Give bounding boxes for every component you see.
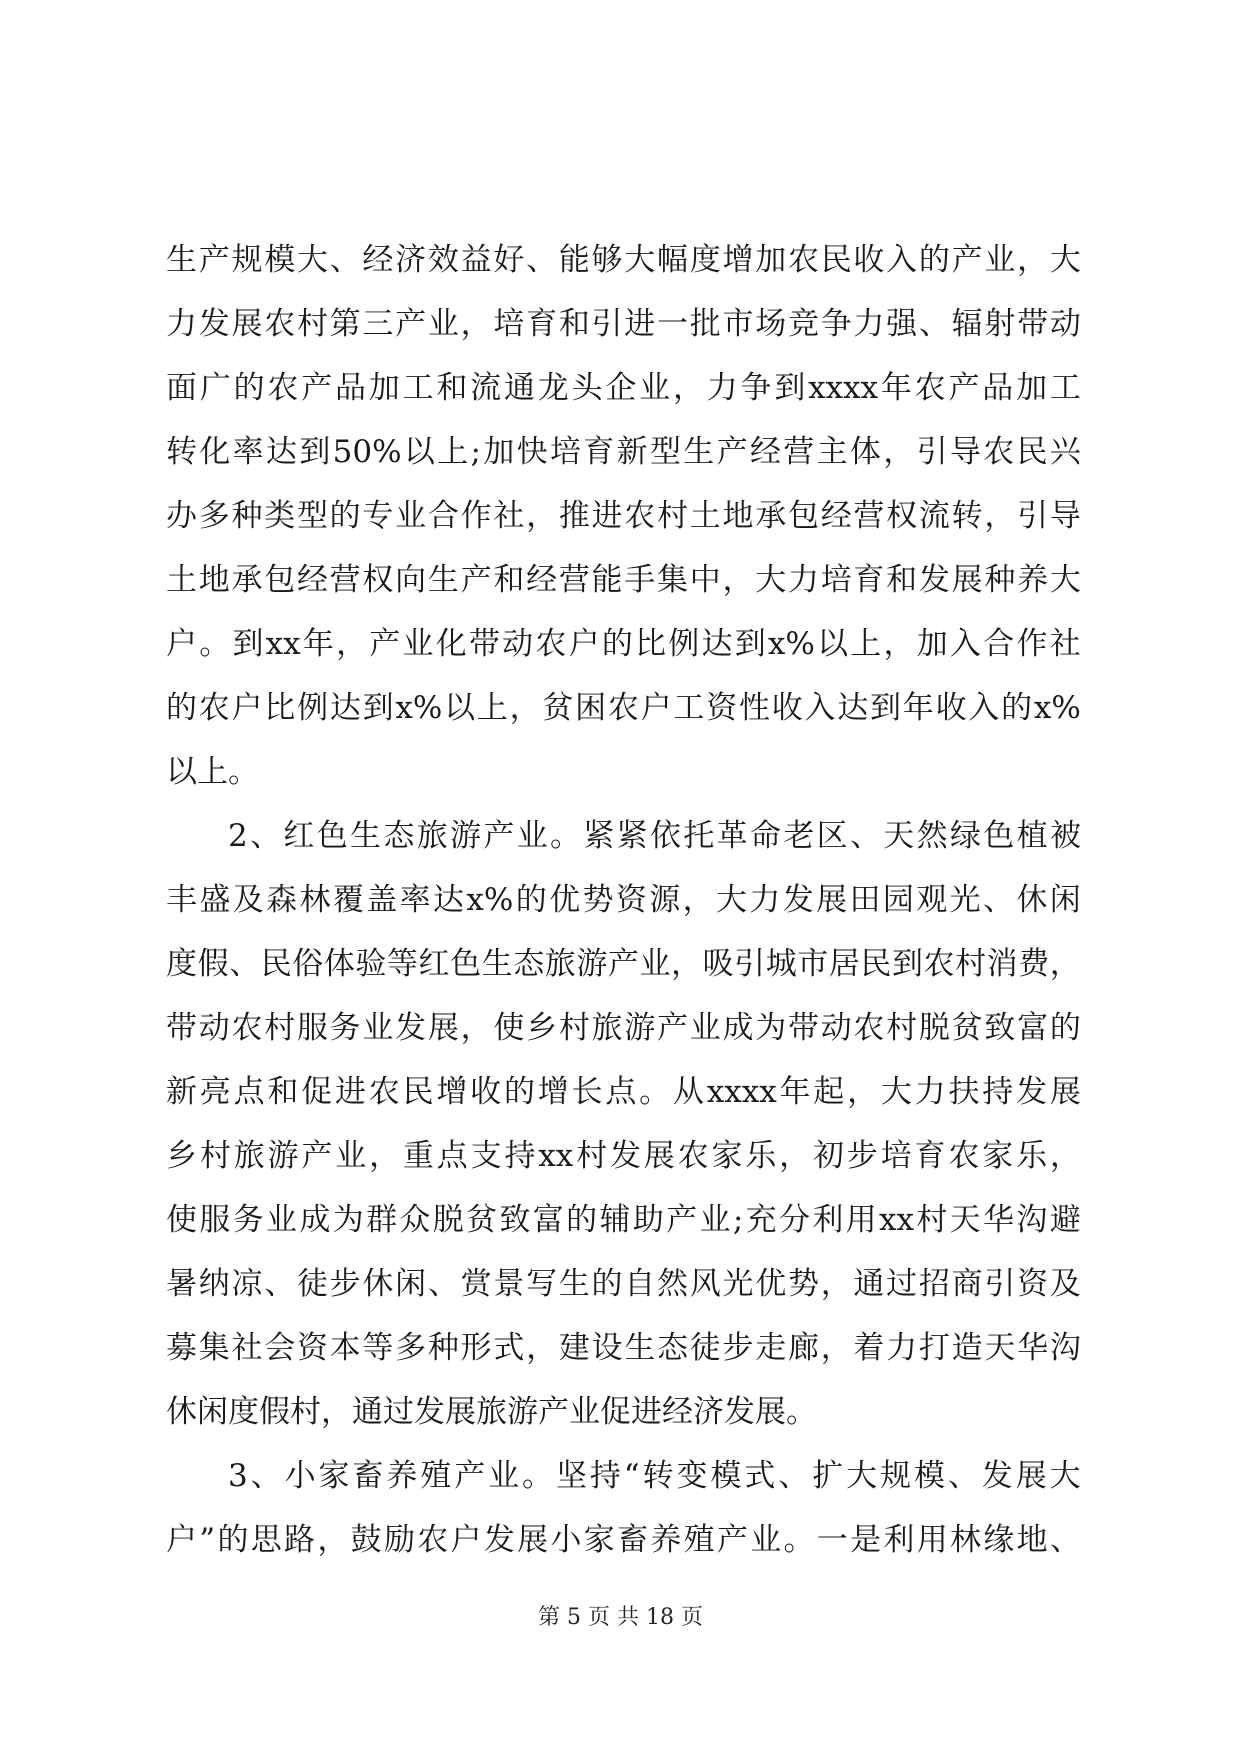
- paragraph-start-line: 2 、 红 色 生 态 旅 游 产 业 。 紧 紧 依 托 革 命 老 区 、 天 然 绿 色 植 被: [228, 818, 1081, 854]
- text-line: 度 假 、 民 俗 体 验 等 红 色 生 态 旅 游 产 业 ， 吸 引 城 市 居 民 到 农 村 消 费 ，: [166, 946, 1081, 982]
- text-line: 新 亮 点 和 促 进 农 民 增 收 的 增 长 点 。 从 xxxx 年 起 ， 大 力 扶 持 发 展: [166, 1074, 1081, 1110]
- text-line: 力 发 展 农 村 第 三 产 业 ， 培 育 和 引 进 一 批 市 场 竞 争 力 强 、 辐 射 带 动: [166, 306, 1081, 342]
- text-line: 使 服 务 业 成 为 群 众 脱 贫 致 富 的 辅 助 产 业 ; 充 分 利 用 xx 村 天 华 沟 避: [166, 1202, 1081, 1238]
- text-line: 土 地 承 包 经 营 权 向 生 产 和 经 营 能 手 集 中 ， 大 力 培 育 和 发 展 种 养 大: [166, 562, 1081, 598]
- text-line: 户 。 到 xx 年 ， 产 业 化 带 动 农 户 的 比 例 达 到 x% 以 上 ， 加 入 合 作 社: [166, 626, 1081, 662]
- text-line: 的 农 户 比 例 达 到 x% 以 上 ， 贫 困 农 户 工 资 性 收 入 达 到 年 收 入 的 x%: [166, 690, 1081, 726]
- paragraph-start-line: 3 、 小 家 畜 养 殖 产 业 。 坚 持 “ 转 变 模 式 、 扩 大 规 模 、 发 展 大: [228, 1458, 1081, 1494]
- text-line: 带 动 农 村 服 务 业 发 展 ， 使 乡 村 旅 游 产 业 成 为 带 动 农 村 脱 贫 致 富 的: [166, 1010, 1081, 1046]
- text-line: 乡 村 旅 游 产 业 ， 重 点 支 持 xx 村 发 展 农 家 乐 ， 初 步 培 育 农 家 乐 ，: [166, 1138, 1081, 1174]
- text-line: 户 ” 的 思 路 ， 鼓 励 农 户 发 展 小 家 畜 养 殖 产 业 。 一 是 利 用 林 缘 地 、: [166, 1522, 1081, 1558]
- text-line: 面 广 的 农 产 品 加 工 和 流 通 龙 头 企 业 ， 力 争 到 xxxx 年 农 产 品 加 工: [166, 370, 1081, 406]
- text-line: 转 化 率 达 到 50% 以 上 ; 加 快 培 育 新 型 生 产 经 营 主 体 ， 引 导 农 民 兴: [166, 434, 1081, 470]
- page-number-footer: 第 5 页 共 18 页: [538, 1605, 703, 1630]
- text-line: 休闲度假村，通过发展旅游产业促进经济发展。: [166, 1394, 817, 1430]
- text-line: 暑 纳 凉 、 徒 步 休 闲 、 赏 景 写 生 的 自 然 风 光 优 势 ， 通 过 招 商 引 资 及: [166, 1266, 1081, 1302]
- text-line: 办 多 种 类 型 的 专 业 合 作 社 ， 推 进 农 村 土 地 承 包 经 营 权 流 转 ， 引 导: [166, 498, 1081, 534]
- text-line: 以上。: [166, 754, 259, 790]
- text-line: 募 集 社 会 资 本 等 多 种 形 式 ， 建 设 生 态 徒 步 走 廊 ， 着 力 打 造 天 华 沟: [166, 1330, 1081, 1366]
- text-line: 生 产 规 模 大 、 经 济 效 益 好 、 能 够 大 幅 度 增 加 农 民 收 入 的 产 业 ， 大: [166, 242, 1081, 278]
- text-line: 丰 盛 及 森 林 覆 盖 率 达 x% 的 优 势 资 源 ， 大 力 发 展 田 园 观 光 、 休 闲: [166, 882, 1081, 918]
- document-body: [166, 228, 1081, 1572]
